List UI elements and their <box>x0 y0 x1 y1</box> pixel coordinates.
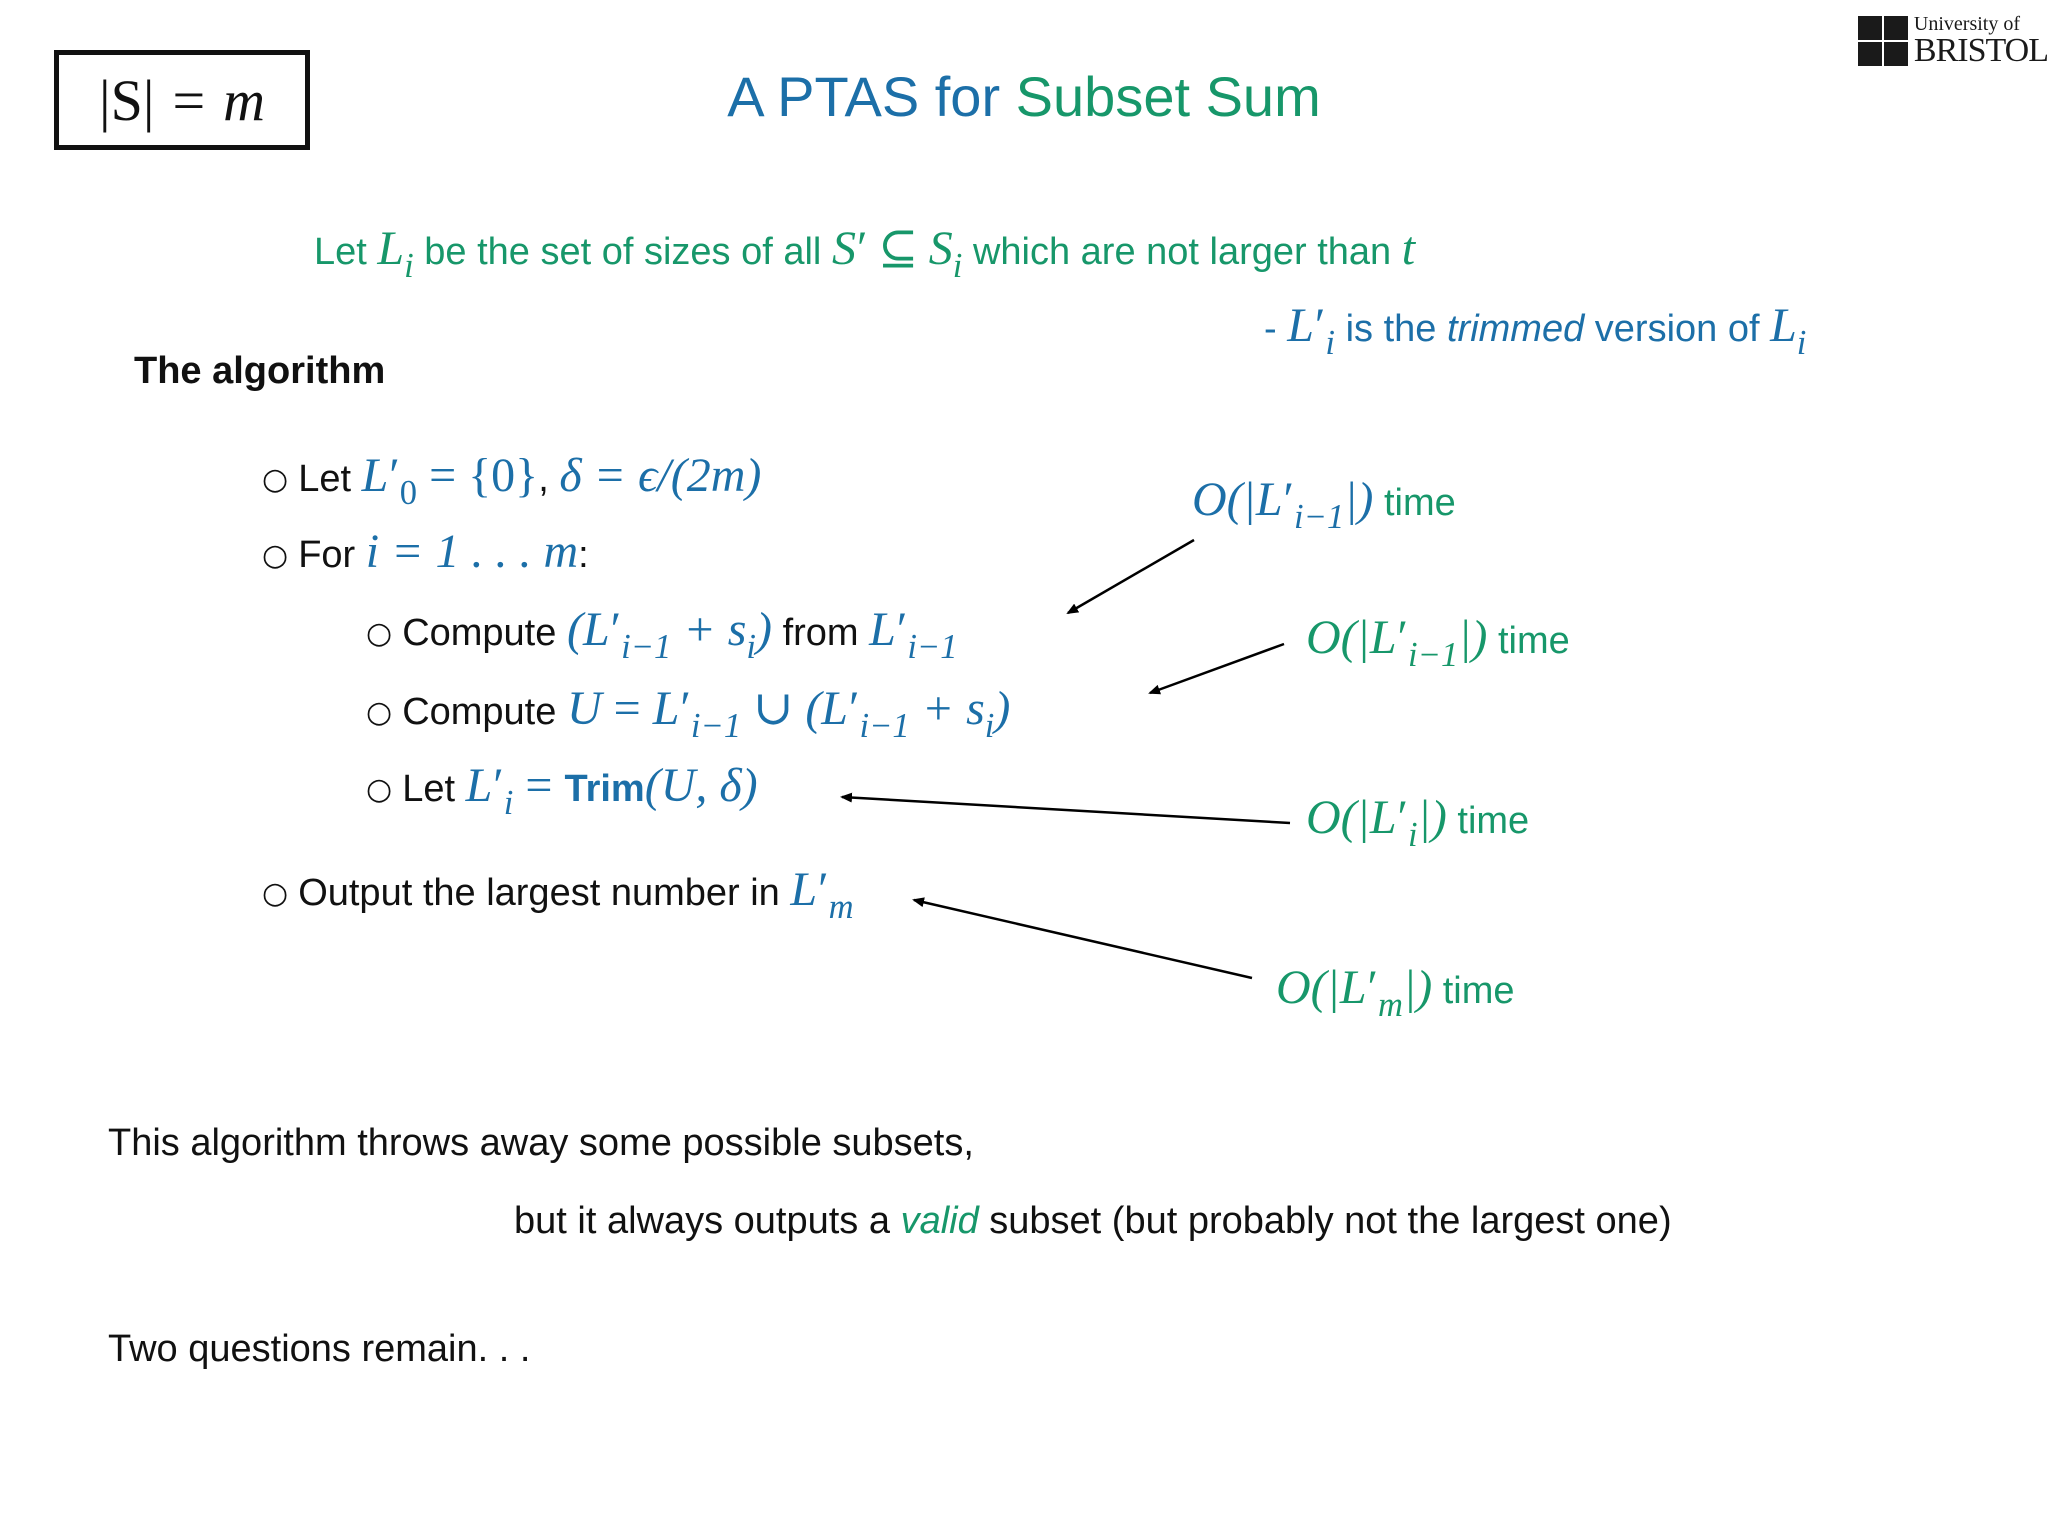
def-L-i: $L_i$ <box>377 222 414 286</box>
logo-line2: BRISTOL <box>1913 32 2048 69</box>
bullet-icon: ○ <box>262 876 289 911</box>
bullet-icon: ○ <box>366 695 393 730</box>
algorithm-heading: The algorithm <box>134 350 386 392</box>
conclusion-line1: This algorithm throws away some possible subsets, <box>108 1122 974 1164</box>
bullet-icon: ○ <box>366 616 393 651</box>
def-let: Let <box>314 231 367 273</box>
step-compute-union: ○ Compute $U = L'_{i-1}$ ∪ $(L'_{i-1} + s_i)$ <box>366 682 1011 746</box>
def-t: t <box>1401 222 1416 275</box>
bullet-icon: ○ <box>366 772 393 807</box>
set-size-eq: = <box>172 67 206 133</box>
step1-delta: δ = ϵ/(2m) <box>559 449 762 502</box>
step2-range: i = 1 . . . m <box>365 525 579 578</box>
step5-math: $L'_i$ = Trim(U, δ) <box>465 759 758 823</box>
annotation-time-2: $O(|L'_{i-1}|)$ time <box>1306 611 1570 675</box>
annotation-time-4: $O(|L'_m|)$ time <box>1276 961 1515 1025</box>
logo-line1: University of <box>1913 13 2021 35</box>
annotation-time-3: $O(|L'_i|)$ time <box>1306 791 1530 855</box>
def-S-i: $S_i$ <box>928 222 963 286</box>
def-text3: which are not larger than <box>972 231 1392 273</box>
step-init: ○ Let $L'_0 = \{0\}$, δ = ϵ/(2m) <box>262 449 762 513</box>
step4-math: $U = L'_{i-1}$ ∪ $(L'_{i-1} + s_i)$ <box>566 682 1011 746</box>
set-size-rhs: m <box>223 67 266 133</box>
def-subseteq: ⊆ <box>878 222 919 275</box>
title-part2: Subset Sum <box>1015 65 1321 128</box>
arrow-2 <box>1150 644 1284 693</box>
trim-text1: is the <box>1345 308 1437 350</box>
step-compute-shift: ○ Compute $(L'_{i-1} + s_i)$ from $L'_{i-1}$ <box>366 603 958 667</box>
trim-text2: version of <box>1594 308 1760 350</box>
step-output: ○ Output the largest number in $L'_m$ <box>262 863 854 927</box>
step-loop: ○ For i = 1 . . . m: <box>262 525 589 578</box>
set-size-lhs: |S| <box>98 67 155 133</box>
def-S-prime: S′ <box>831 222 868 275</box>
trim-italic: trimmed <box>1446 308 1585 350</box>
step3-source: $L'_{i-1}$ <box>869 603 958 667</box>
trim-L-i: $L_i$ <box>1770 299 1807 363</box>
annotation-time-1: $O(|L'_{i-1}|)$ time <box>1192 473 1456 537</box>
step1-math: $L'_0 = \{0\}$ <box>361 449 539 513</box>
title-part1: A PTAS for <box>727 65 1001 128</box>
trim-dash: - <box>1264 308 1277 350</box>
def-text2: be the set of sizes of all <box>424 231 822 273</box>
arrow-3 <box>842 797 1290 823</box>
step6-math: $L'_m$ <box>790 863 854 927</box>
trim-L-prime-i: $L'_i$ <box>1287 299 1336 363</box>
arrow-4 <box>914 900 1252 978</box>
bullet-icon: ○ <box>262 462 289 497</box>
closing-line: Two questions remain. . . <box>108 1328 531 1370</box>
arrow-1 <box>1068 540 1194 613</box>
conclusion-line2: but it always outputs a valid subset (but probably not the largest one) <box>514 1200 1672 1242</box>
bullet-icon: ○ <box>262 538 289 573</box>
step-trim: ○ Let $L'_i$ = Trim(U, δ) <box>366 759 758 823</box>
step3-math: $(L'_{i-1} + s_i)$ <box>566 603 772 667</box>
valid-word: valid <box>900 1200 979 1242</box>
